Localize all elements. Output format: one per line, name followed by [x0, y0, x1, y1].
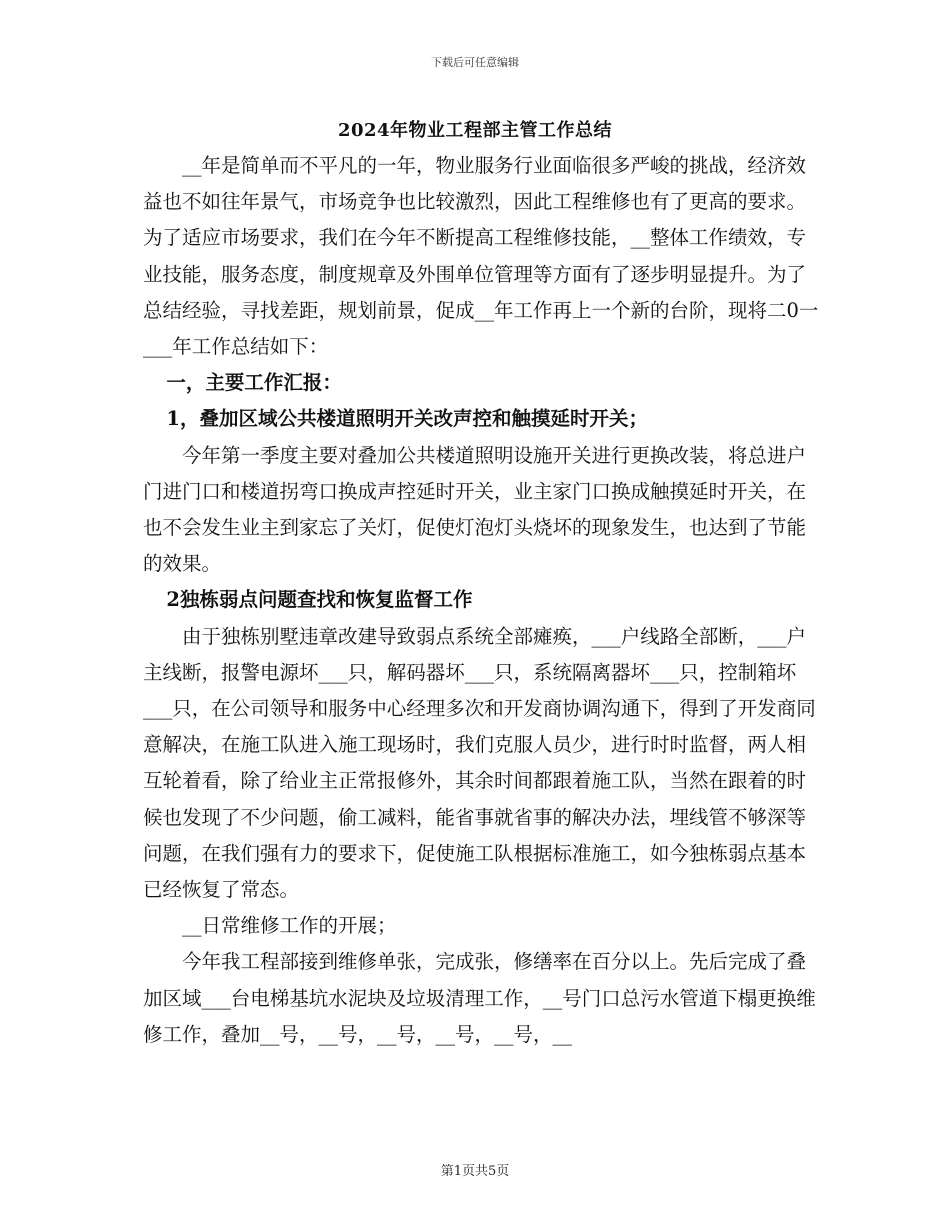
intro-paragraph: __年是简单而不平凡的一年，物业服务行业面临很多严峻的挑战，经济效益也不如往年景气，市场竞争也比较激烈，因此工程维修也有了更高的要求。为了适应市场要求，我们在今年不断提高工程维修技能，__整体工作绩效，专业技能，服务态度，制度规章及外围单位管理等方面有了逐步明显提升。为了总结经验，寻找差距，规划前景，促成__年工作再上一个新的台阶，现将二0一___年工作总结如下：: [143, 154, 819, 359]
page-footer: 第1页共5页: [440, 1164, 510, 1179]
body-paragraph: 今年我工程部接到维修单张，完成张，修缮率在百分以上。先后完成了叠加区域___台电梯基坑水泥块及垃圾清理工作，__号门口总污水管道下榻更换维修工作，叠加__号，__号，__号，__号，__号，__: [143, 950, 816, 1046]
page-header: 下载后可任意编辑: [431, 56, 519, 69]
subsection-heading: __日常维修工作的开展；: [182, 914, 397, 938]
subsection-heading: 2独栋弱点问题查找和恢复监督工作: [166, 588, 473, 612]
section-heading: 一，主要工作汇报：: [166, 371, 342, 395]
document-title: 2024年物业工程部主管工作总结: [337, 120, 613, 141]
document-body: [143, 148, 823, 1053]
body-paragraph: 由于独栋别墅违章改建导致弱点系统全部瘫痪，___户线路全部断，___户主线断，报警电源坏___只，解码器坏___只，系统隔离器坏___只，控制箱坏___只，在公司领导和服务中心经理多次和开发商协调沟通下，得到了开发商同意解决，在施工队进入施工现场时，我们克服人员少，进行时时监督，两人相互轮着看，除了给业主正常报修外，其余时间都跟着施工队，当然在跟着的时候也发现了不少问题，偷工减料，能省事就省事的解决办法，埋线管不够深等问题，在我们强有力的要求下，促使施工队根据标准施工，如今独栋弱点基本已经恢复了常态。: [143, 624, 816, 902]
subsection-heading: 1，叠加区域公共楼道照明开关改声控和触摸延时开关；: [166, 407, 648, 431]
body-paragraph: 今年第一季度主要对叠加公共楼道照明设施开关进行更换改装，将总进户门进门口和楼道拐弯口换成声控延时开关，业主家门口换成触摸延时开关，在也不会发生业主到家忘了关灯，促使灯泡灯头烧坏的现象发生，也达到了节能的效果。: [143, 443, 807, 576]
